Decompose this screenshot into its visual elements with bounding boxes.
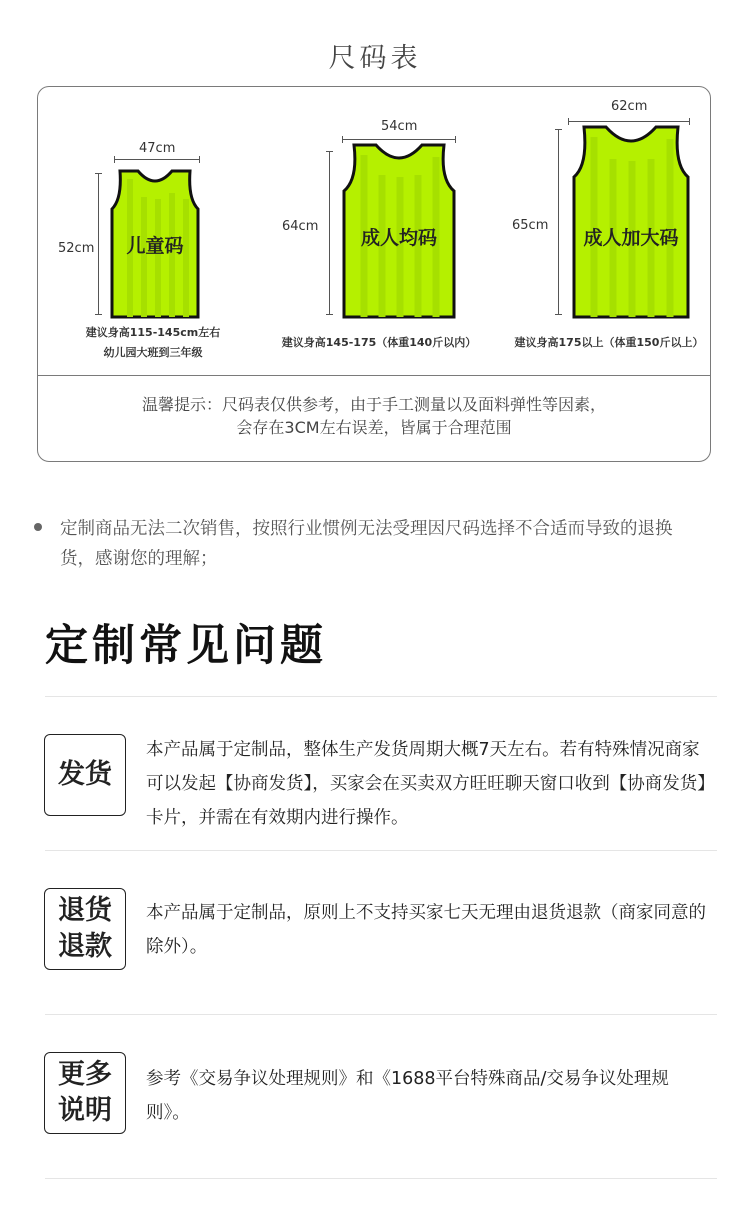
size-note [506,333,712,353]
faq-answer-returns: 本产品属于定制品，原则上不支持买家七天无理由退货退款（商家同意的除外）。 [146,903,706,957]
size-chart-divider [38,375,710,376]
vest-image-child [110,169,200,319]
size-note [274,333,484,353]
size-chart-title: 尺码表 [328,43,422,74]
faq-answer-more: 参考《交易争议处理规则》和《1688平台特殊商品/交易争议处理规则》。 [146,1069,669,1123]
faq-divider [45,850,717,851]
size-note-line: 幼儿园大班到三年级 [103,346,203,359]
height-measure-line [98,173,99,315]
size-note-line: 建议身高115-145cm左右 [85,326,221,339]
faq-divider [45,1178,717,1179]
size-tip-line: 会存在3CM左右误差，皆属于合理范围 [236,418,512,437]
faq-divider [45,696,717,697]
faq-badge-label: 更多 [58,1059,112,1090]
width-measure-line [114,159,200,160]
size-chart-box [37,86,711,462]
vest-image-adult-xl [572,125,690,319]
width-measure-line [568,121,690,122]
faq-badge-shipping [44,734,126,816]
faq-badge-label: 发货 [58,759,112,790]
size-tip [38,393,710,439]
size-note [78,323,228,363]
width-measure-value: 62cm [611,99,648,114]
vest-size-label: 成人均码 [360,227,437,249]
custom-product-notice: 定制商品无法二次销售，按照行业惯例无法受理因尺码选择不合适而导致的退换货，感谢您的理解； [60,519,673,569]
faq-badge-more [44,1052,126,1134]
faq-answer-shipping: 本产品属于定制品，整体生产发货周期大概7天左右。若有特殊情况商家可以发起【协商发货】，买家会在买卖双方旺旺聊天窗口收到【协商发货】卡片，并需在有效期内进行操作。 [146,740,706,828]
width-measure-value: 54cm [381,119,418,134]
faq-badge-returns [44,888,126,970]
height-measure-value: 64cm [282,219,319,234]
notice-bullet [34,523,42,531]
vest-size-label: 儿童码 [126,235,184,257]
faq-badge-label: 退货 [58,895,112,926]
vest-size-label: 成人加大码 [583,227,679,249]
width-measure-value: 47cm [139,141,176,156]
width-measure-line [342,139,456,140]
faq-badge-label: 退款 [58,931,112,962]
size-tip-line: 温馨提示：尺码表仅供参考，由于手工测量以及面料弹性等因素， [141,395,606,414]
vest-image-adult [342,143,456,319]
faq-heading: 定制常见问题 [45,621,327,671]
size-note-line: 建议身高175以上（体重150斤以上） [514,336,704,349]
size-note-line: 建议身高145-175（体重140斤以内） [281,336,477,349]
height-measure-value: 52cm [58,241,95,256]
height-measure-line [329,151,330,315]
faq-badge-label: 说明 [58,1095,112,1126]
height-measure-value: 65cm [512,218,549,233]
faq-divider [45,1014,717,1015]
height-measure-line [558,129,559,315]
